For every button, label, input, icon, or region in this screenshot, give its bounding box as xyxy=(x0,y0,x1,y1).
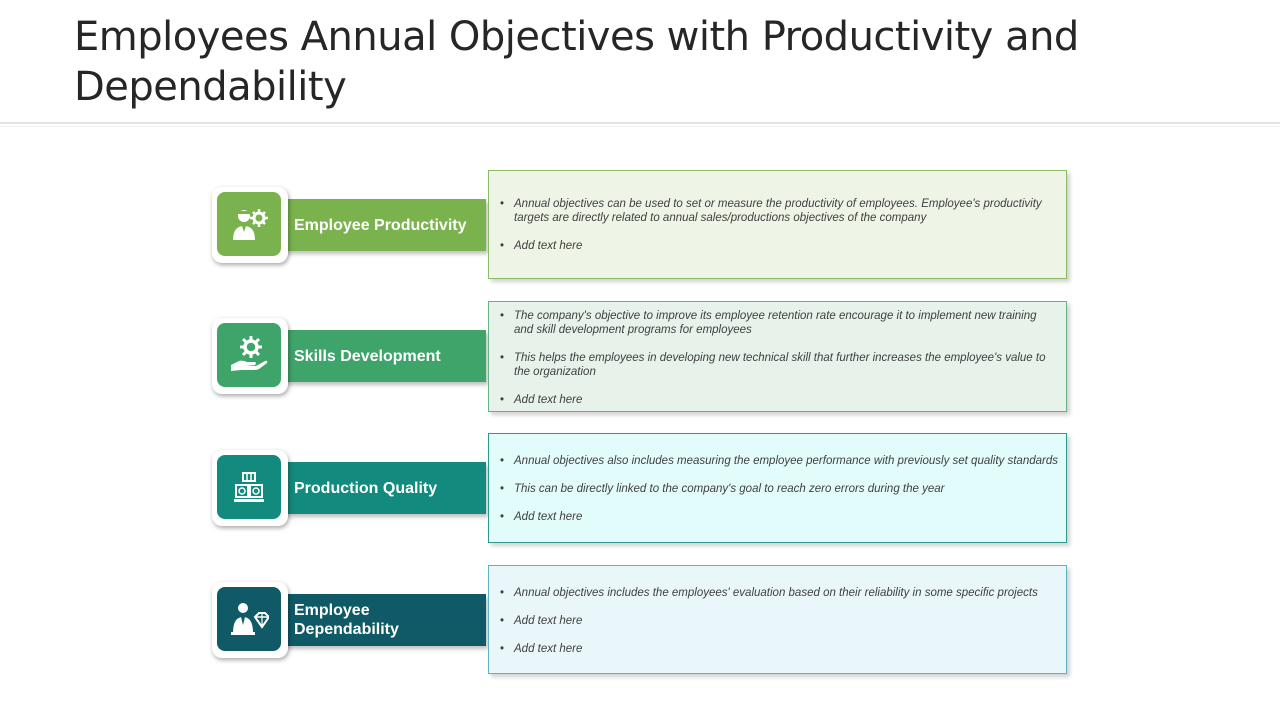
icon-tile xyxy=(217,323,281,387)
employee-gear-icon xyxy=(229,204,269,244)
objective-description xyxy=(488,170,1067,279)
quality-boxes-icon xyxy=(229,467,269,507)
bullet-item: • Add text here xyxy=(497,642,1058,656)
icon-frame xyxy=(212,582,288,658)
bullet-item: • Annual objectives includes the employees' evaluation based on their reliability in some specific projects xyxy=(497,586,1058,600)
bullet-list xyxy=(497,454,1058,524)
objective-label: Employee Productivity xyxy=(294,216,467,234)
objective-label: Production Quality xyxy=(294,479,438,497)
objective-description xyxy=(488,301,1067,412)
gear-hand-icon xyxy=(229,335,269,375)
objective-label: Employee Dependability xyxy=(294,602,399,638)
label-bar xyxy=(280,330,486,382)
bullet-list xyxy=(497,309,1058,407)
label-bar xyxy=(280,462,486,514)
icon-frame xyxy=(212,450,288,526)
bullet-item: • Add text here xyxy=(497,239,1058,253)
page-title: Employees Annual Objectives with Productivity and Dependability xyxy=(74,14,1079,110)
objective-description xyxy=(488,433,1067,543)
bullet-item: • Add text here xyxy=(497,393,1058,407)
label-bar xyxy=(280,199,486,251)
bullet-item: • The company's objective to improve its employee retention rate encourage it to implement new training and skill development programs for employees xyxy=(497,309,1058,337)
title-divider-secondary xyxy=(0,126,1280,127)
bullet-list xyxy=(497,586,1058,656)
bullet-item: • This can be directly linked to the company's goal to reach zero errors during the year xyxy=(497,482,1058,496)
objective-label: Skills Development xyxy=(294,347,441,365)
bullet-item: • Annual objectives can be used to set or measure the productivity of employees. Employee's productivity targets are directly related to annual sales/productions objectives of the company xyxy=(497,197,1058,225)
label-bar xyxy=(280,594,486,646)
employee-diamond-icon xyxy=(229,599,269,639)
icon-tile xyxy=(217,455,281,519)
icon-tile xyxy=(217,192,281,256)
bullet-item: • Add text here xyxy=(497,614,1058,628)
icon-frame xyxy=(212,318,288,394)
objective-description xyxy=(488,565,1067,674)
icon-frame xyxy=(212,187,288,263)
bullet-item: • This helps the employees in developing new technical skill that further increases the employee's value to the organization xyxy=(497,351,1058,379)
bullet-item: • Add text here xyxy=(497,510,1058,524)
bullet-list xyxy=(497,197,1058,253)
bullet-item: • Annual objectives also includes measuring the employee performance with previously set quality standards xyxy=(497,454,1058,468)
icon-tile xyxy=(217,587,281,651)
title-divider xyxy=(0,122,1280,124)
